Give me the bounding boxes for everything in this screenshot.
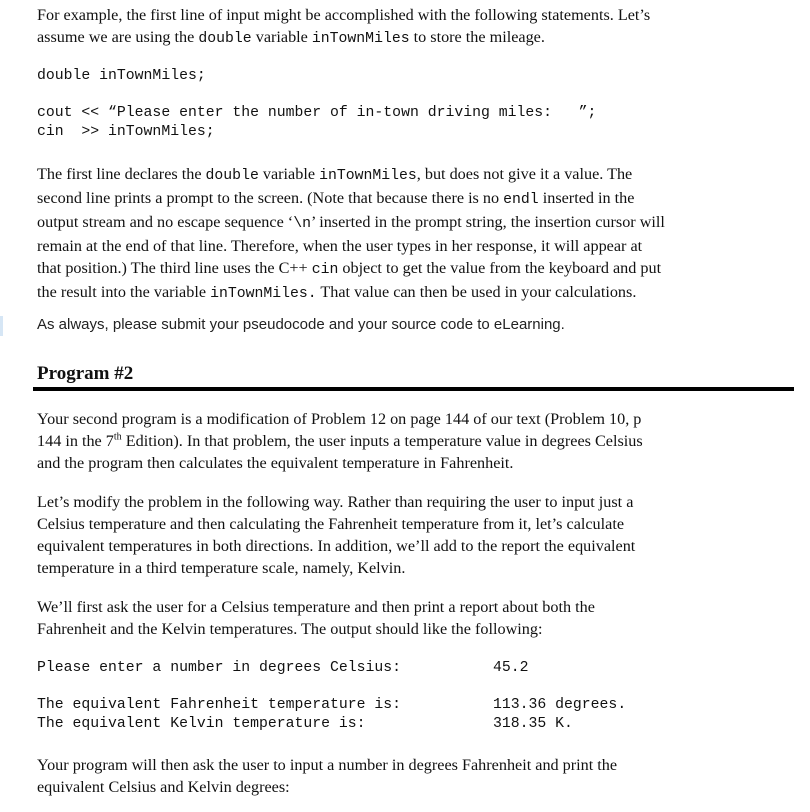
intro-line-2-mid: variable [251,28,312,46]
explain-text: variable [258,165,320,183]
next-step-paragraph [37,754,617,798]
p2-line: 144 in the 7 [37,432,114,450]
explain-text: ’ inserted in the prompt string, the insertion cursor will [310,213,665,231]
code-line-declare: double inTownMiles; [37,68,206,84]
explain-text: The first line declares the [37,165,206,183]
intro-line-2-text: assume we are using the [37,28,199,46]
explain-text: second line prints a prompt to the screen. (Note that because there is no [37,189,504,207]
explain-text: remain at the end of that line. Therefore, when the user types in her response, it will appear at [37,237,643,255]
p5-line: Your program will then ask the user to input a number in degrees Fahrenheit and print the [37,756,618,774]
p3-line: Let’s modify the problem in the following way. Rather than requiring the user to input just a [37,493,634,511]
explain-text: the result into the variable [37,283,211,301]
output-prompt-value: 45.2 [493,660,529,676]
intro-paragraph [37,4,650,50]
output-prompt-label: Please enter a number in degrees Celsius: [37,660,402,676]
explain-code-intownmiles: inTownMiles [319,168,417,184]
output-kelvin-label: The equivalent Kelvin temperature is: [37,716,366,732]
p4-line: Fahrenheit and the Kelvin temperatures. The output should like the following: [37,620,543,638]
output-fahrenheit-label: The equivalent Fahrenheit temperature is: [37,697,402,713]
explain-text: inserted in the [538,189,635,207]
explain-text: object to get the value from the keyboard and put [338,259,662,277]
p3-line: temperature in a third temperature scale, namely, Kelvin. [37,559,406,577]
explain-code-newline: \n [293,216,311,232]
explain-text: output stream and no escape sequence ‘ [37,213,294,231]
explain-text: that position.) The third line uses the C++ [37,259,312,277]
superscript-th: th [113,431,122,443]
p3-line: Celsius temperature and then calculating the Fahrenheit temperature from it, let’s calculate [37,515,625,533]
explain-code-cin: cin [311,262,339,278]
p3-line: equivalent temperatures in both directions. In addition, we’ll add to the report the equivalent [37,537,636,555]
p5-line: equivalent Celsius and Kelvin degrees: [37,778,290,796]
left-edge-marker [0,316,3,336]
intro-code-double: double [198,31,252,47]
output-kelvin-value: 318.35 K. [493,716,573,732]
code-line-cin: cin >> inTownMiles; [37,124,215,140]
program2-description [37,408,643,474]
explain-code-endl: endl [503,192,539,208]
explain-code-intownmiles: inTownMiles. [210,286,317,302]
p4-line: We’ll first ask the user for a Celsius temperature and then print a report about both the [37,598,595,616]
p2-line: and the program then calculates the equivalent temperature in Fahrenheit. [37,454,514,472]
output-intro-paragraph [37,596,595,640]
p2-line: Edition). In that problem, the user inputs a temperature value in degrees Celsius [121,432,643,450]
explanation-paragraph [37,163,665,305]
code-line-cout: cout << “Please enter the number of in-town driving miles: ”; [37,105,597,121]
heading-rule [33,387,794,391]
intro-code-intownmiles: inTownMiles [311,31,410,47]
explain-text: That value can then be used in your calculations. [316,283,637,301]
explain-text: , but does not give it a value. The [416,165,633,183]
modification-paragraph [37,491,635,579]
output-fahrenheit-value: 113.36 degrees. [493,697,627,713]
submission-note: As always, please submit your pseudocode and your source code to eLearning. [37,316,565,333]
explain-code-double: double [205,168,259,184]
intro-line-2-end: to store the mileage. [409,28,545,46]
p2-line: Your second program is a modification of Problem 12 on page 144 of our text (Problem 10, p [37,410,642,428]
section-heading-program-2: Program #2 [37,363,134,384]
intro-line-1: For example, the first line of input might be accomplished with the following statements. Let’s [37,6,651,24]
